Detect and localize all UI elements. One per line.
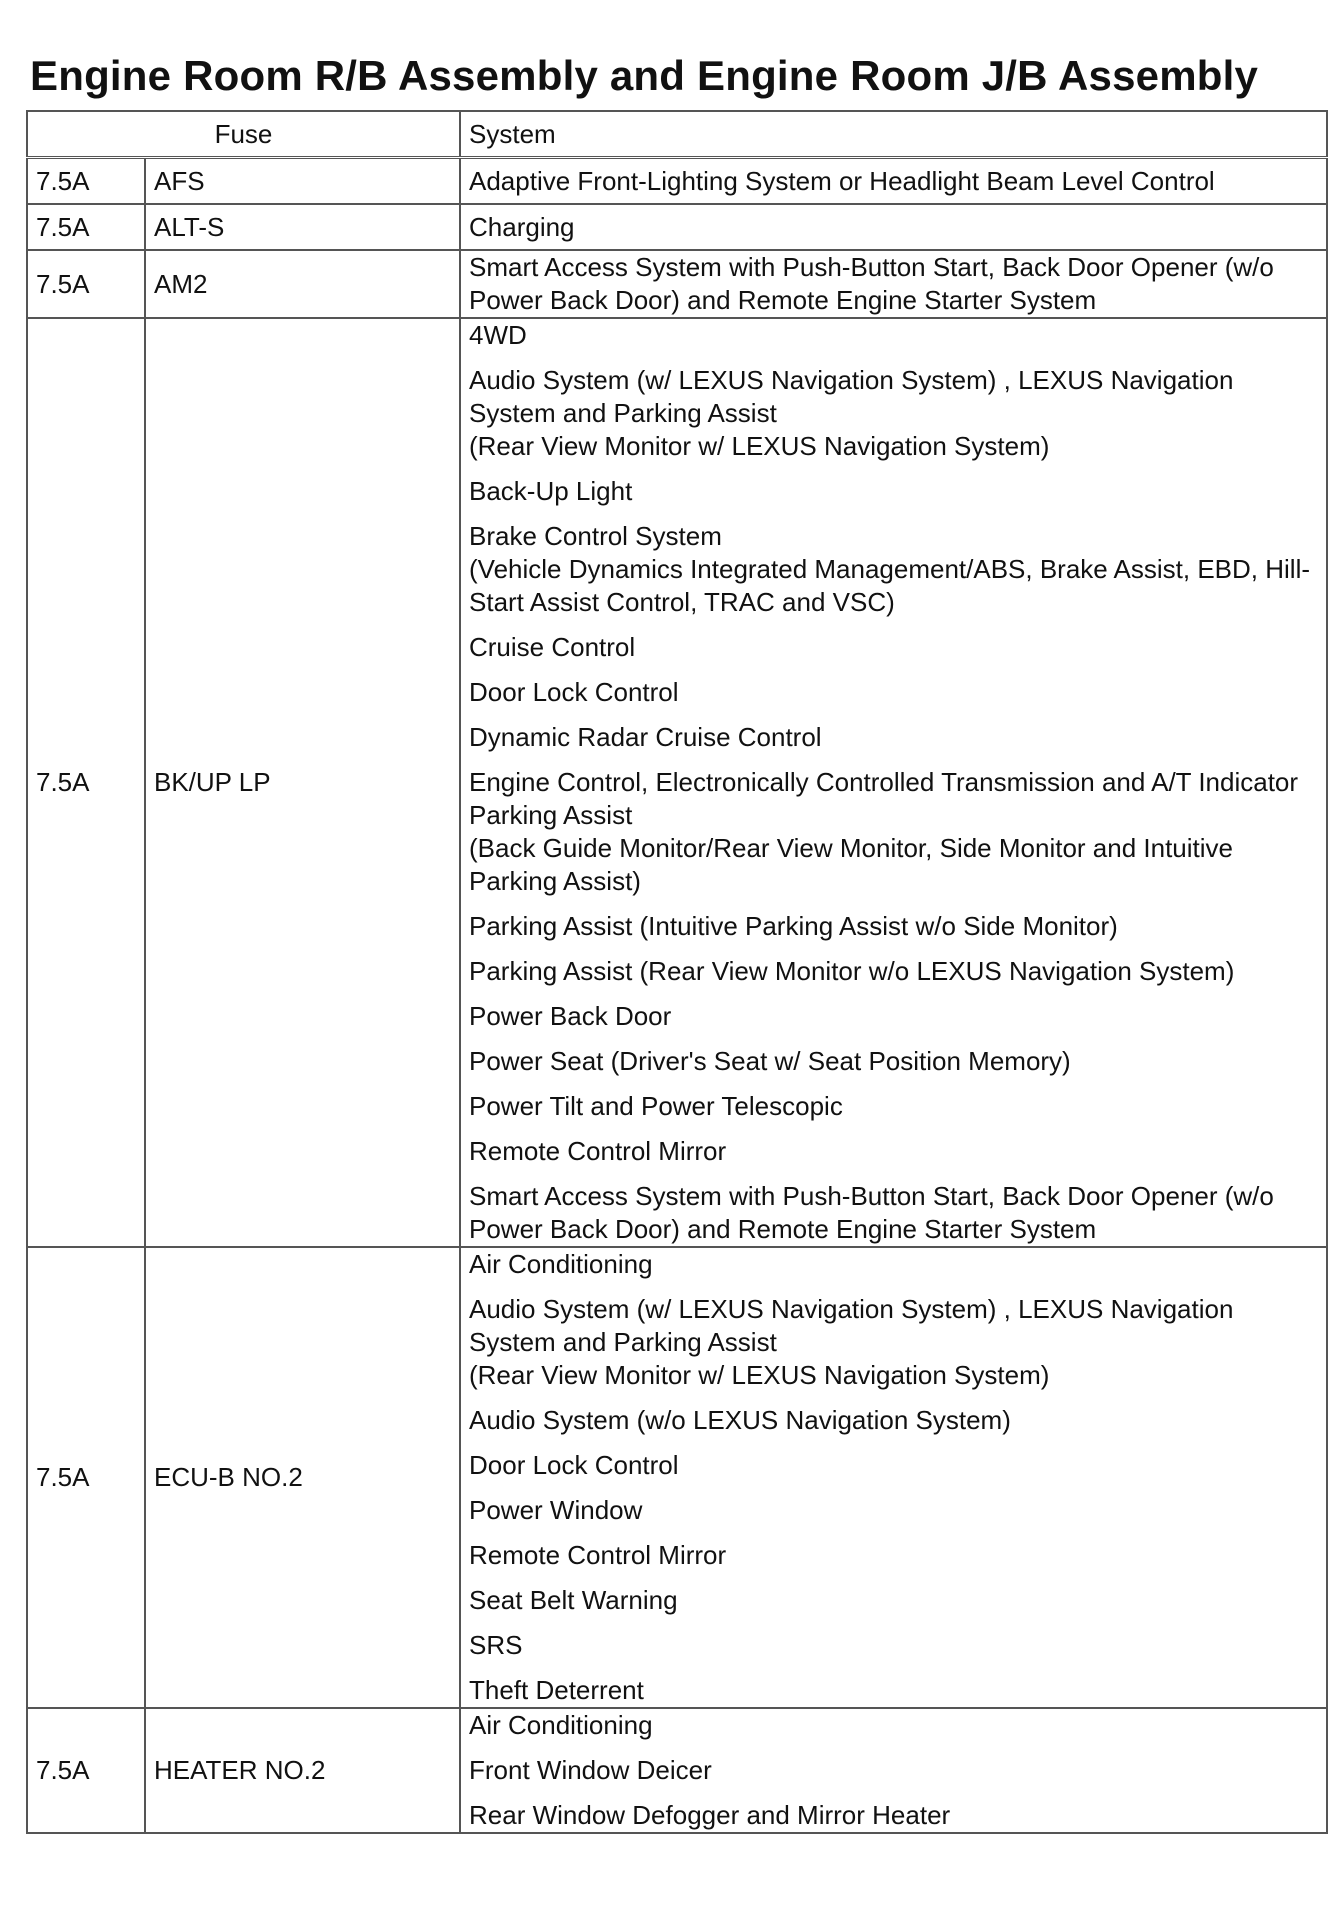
fuse-name: ECU-B NO.2 — [145, 1247, 460, 1708]
column-header-system: System — [460, 111, 1327, 158]
system-item: Power Window — [469, 1495, 643, 1525]
fuse-name: ALT-S — [145, 204, 460, 250]
fuse-amperage: 7.5A — [27, 204, 145, 250]
system-item: Smart Access System with Push-Button Start, Back Door Opener (w/o Power Back Door) and Remote Engine Starter System — [469, 252, 1274, 315]
system-item-group — [469, 766, 1318, 898]
system-item: Seat Belt Warning — [469, 1585, 678, 1615]
system-item: Dynamic Radar Cruise Control — [469, 722, 822, 752]
system-item: Parking Assist (Rear View Monitor w/o LEXUS Navigation System) — [469, 956, 1235, 986]
system-item: 4WD — [469, 320, 527, 350]
system-item-detail: (Rear View Monitor w/ LEXUS Navigation System) — [469, 431, 1050, 461]
table-row — [27, 318, 1327, 1247]
system-item: Power Seat (Driver's Seat w/ Seat Position Memory) — [469, 1046, 1071, 1076]
system-item-detail: (Back Guide Monitor/Rear View Monitor, Side Monitor and Intuitive Parking Assist) — [469, 833, 1233, 896]
system-item-group — [469, 1293, 1318, 1392]
system-item: Power Back Door — [469, 1001, 672, 1031]
system-item: Back-Up Light — [469, 476, 633, 506]
system-item-group — [469, 520, 1318, 619]
system-item: Rear Window Defogger and Mirror Heater — [469, 1800, 951, 1830]
system-item-group — [469, 364, 1318, 463]
system-cell — [460, 204, 1327, 250]
system-item: Parking Assist (Intuitive Parking Assist w/o Side Monitor) — [469, 911, 1118, 941]
system-item: Theft Deterrent — [469, 1675, 644, 1705]
table-row — [27, 250, 1327, 318]
system-item: Door Lock Control — [469, 677, 679, 707]
system-item: Door Lock Control — [469, 1450, 679, 1480]
fuse-name: BK/UP LP — [145, 318, 460, 1247]
fuse-amperage: 7.5A — [27, 1708, 145, 1833]
system-cell — [460, 250, 1327, 318]
system-item: Air Conditioning — [469, 1710, 653, 1740]
system-item: SRS — [469, 1630, 523, 1660]
system-item: Charging — [469, 211, 575, 242]
fuse-name: AFS — [145, 158, 460, 205]
fuse-name: HEATER NO.2 — [145, 1708, 460, 1833]
system-item: Remote Control Mirror — [469, 1136, 727, 1166]
fuse-amperage: 7.5A — [27, 158, 145, 205]
system-cell — [460, 1708, 1327, 1833]
system-item: Remote Control Mirror — [469, 1540, 727, 1570]
fuse-name: AM2 — [145, 250, 460, 318]
table-header-row — [27, 111, 1327, 158]
system-item: Brake Control System — [469, 521, 722, 551]
table-row — [27, 204, 1327, 250]
table-row — [27, 1247, 1327, 1708]
system-cell — [460, 318, 1327, 1247]
system-item: Audio System (w/ LEXUS Navigation System) , LEXUS Navigation System and Parking Assist — [469, 1294, 1234, 1357]
fuse-table — [26, 110, 1328, 1834]
table-row — [27, 1708, 1327, 1833]
system-item: Cruise Control — [469, 632, 636, 662]
column-header-fuse: Fuse — [27, 111, 460, 158]
system-item: Front Window Deicer — [469, 1755, 712, 1785]
system-item: Engine Control, Electronically Controlled Transmission and A/T Indicator — [469, 767, 1299, 797]
system-item: Smart Access System with Push-Button Start, Back Door Opener (w/o Power Back Door) and Remote Engine Starter System — [469, 1181, 1274, 1244]
system-item-detail: (Vehicle Dynamics Integrated Management/ABS, Brake Assist, EBD, Hill-Start Assist Control, TRAC and VSC) — [469, 554, 1311, 617]
system-item-detail: (Rear View Monitor w/ LEXUS Navigation System) — [469, 1360, 1050, 1390]
system-item: Power Tilt and Power Telescopic — [469, 1091, 843, 1121]
fuse-amperage: 7.5A — [27, 250, 145, 318]
system-item: Audio System (w/o LEXUS Navigation System) — [469, 1405, 1011, 1435]
fuse-amperage: 7.5A — [27, 1247, 145, 1708]
system-cell — [460, 158, 1327, 205]
fuse-amperage: 7.5A — [27, 318, 145, 1247]
table-row — [27, 158, 1327, 205]
system-item: Parking Assist — [469, 800, 633, 830]
system-cell — [460, 1247, 1327, 1708]
system-item: Adaptive Front-Lighting System or Headlight Beam Level Control — [469, 165, 1215, 196]
system-item: Air Conditioning — [469, 1249, 653, 1279]
system-item: Audio System (w/ LEXUS Navigation System) , LEXUS Navigation System and Parking Assist — [469, 365, 1234, 428]
page-title: Engine Room R/B Assembly and Engine Room J/B Assembly — [30, 52, 1259, 99]
